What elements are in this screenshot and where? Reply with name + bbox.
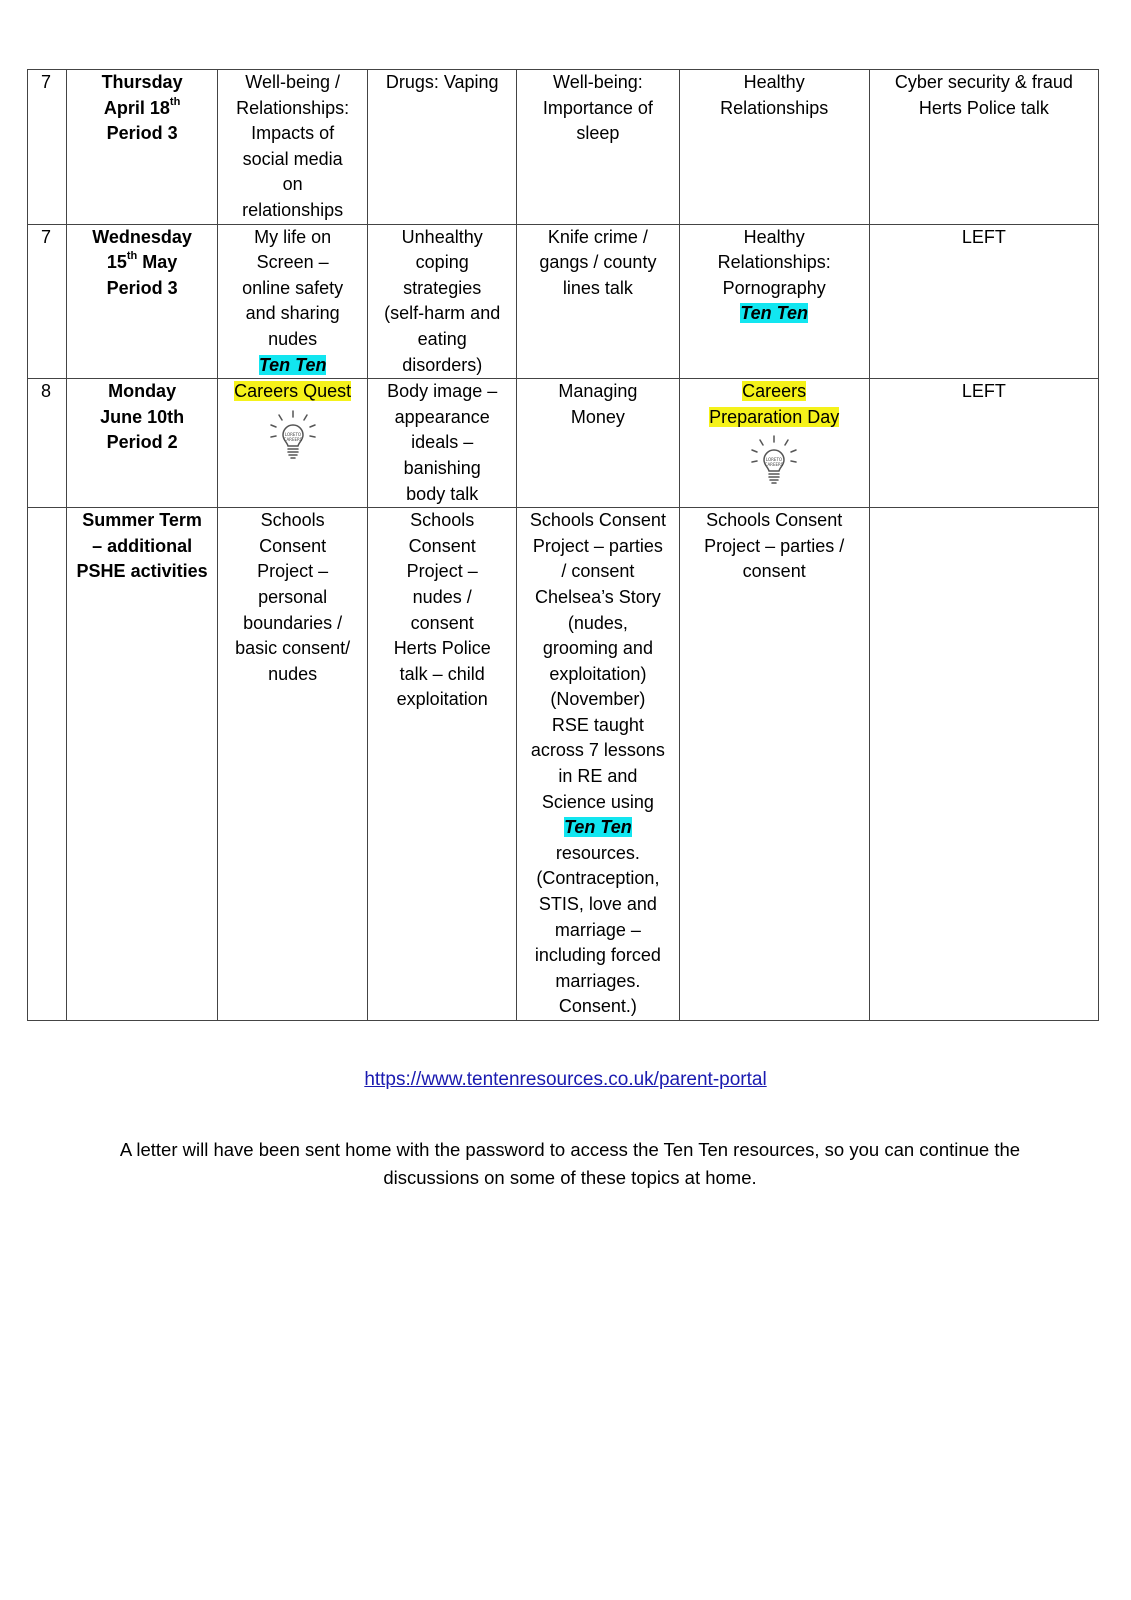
topic-cell: Knife crime / gangs / county lines talk (517, 224, 679, 379)
lightbulb-icon (746, 434, 802, 490)
year-cell: 8 (28, 379, 67, 508)
table-row (28, 508, 1099, 1021)
date-cell: Summer Term – additional PSHE activities (67, 508, 218, 1021)
table-row (28, 70, 1099, 225)
topic-cell (869, 508, 1098, 1021)
year-cell: 7 (28, 224, 67, 379)
topic-cell: Drugs: Vaping (368, 70, 517, 225)
date-cell: Monday June 10th Period 2 (67, 379, 218, 508)
topic-cell: Cyber security & fraud Herts Police talk (869, 70, 1098, 225)
table-row (28, 379, 1099, 508)
year-cell (28, 508, 67, 1021)
ten-ten-tag: Ten Ten (564, 817, 632, 838)
parent-portal-link[interactable]: https://www.tentenresources.co.uk/parent-portal (364, 1069, 767, 1090)
ten-ten-tag: Ten Ten (740, 303, 809, 324)
topic-cell: Well-being / Relationships: Impacts of social media on relationships (218, 70, 368, 225)
topic-cell (218, 379, 368, 508)
topic-cell: Body image – appearance ideals – banishing body talk (368, 379, 517, 508)
topic-cell: Well-being: Importance of sleep (517, 70, 679, 225)
logo-text: CAREERS (764, 462, 784, 468)
topic-cell: Managing Money (517, 379, 679, 508)
topic-cell: Schools Consent Project – nudes / consent Herts Police talk – child exploitation (368, 508, 517, 1021)
logo-text: LORETO (284, 431, 301, 437)
pshe-schedule-table (27, 69, 1099, 1021)
topic-cell (679, 379, 869, 508)
date-cell: Thursday April 18th Period 3 (67, 70, 218, 225)
topic-cell: Healthy Relationships: Pornography Ten Ten (679, 224, 869, 379)
careers-day-highlight: Careers (742, 381, 807, 402)
logo-text: LORETO (766, 457, 783, 463)
topic-cell: Healthy Relationships (679, 70, 869, 225)
careers-quest-highlight: Careers Quest (234, 381, 352, 402)
year-cell: 7 (28, 70, 67, 225)
lightbulb-icon (265, 409, 321, 465)
ten-ten-tag: Ten Ten (258, 354, 327, 375)
date-cell: Wednesday 15th May Period 3 (67, 224, 218, 379)
topic-cell: LEFT (869, 224, 1098, 379)
topic-cell: Unhealthy coping strategies (self-harm and eating disorders) (368, 224, 517, 379)
topic-cell: Schools Consent Project – parties / consent (679, 508, 869, 1021)
topic-cell: My life on Screen – online safety and sharing nudes Ten Ten (218, 224, 368, 379)
logo-text: CAREERS (283, 436, 302, 442)
table-row (28, 224, 1099, 379)
topic-cell: Schools Consent Project – personal boundaries / basic consent/ nudes (218, 508, 368, 1021)
topic-cell: Schools Consent Project – parties / consent Chelsea’s Story (nudes, grooming and exploitation) (November) RSE taught across 7 lessons in RE and Science using Ten Ten resources. (Contraception, STIS, love and marriage – including forced marriages. Consent.) (517, 508, 679, 1021)
password-note: A letter will have been sent home with the password to access the Ten Ten resources, so you can continue the discussions on some of these topics at home. (119, 1139, 1021, 1188)
careers-day-highlight: Preparation Day (709, 406, 840, 427)
topic-cell: LEFT (869, 379, 1098, 508)
